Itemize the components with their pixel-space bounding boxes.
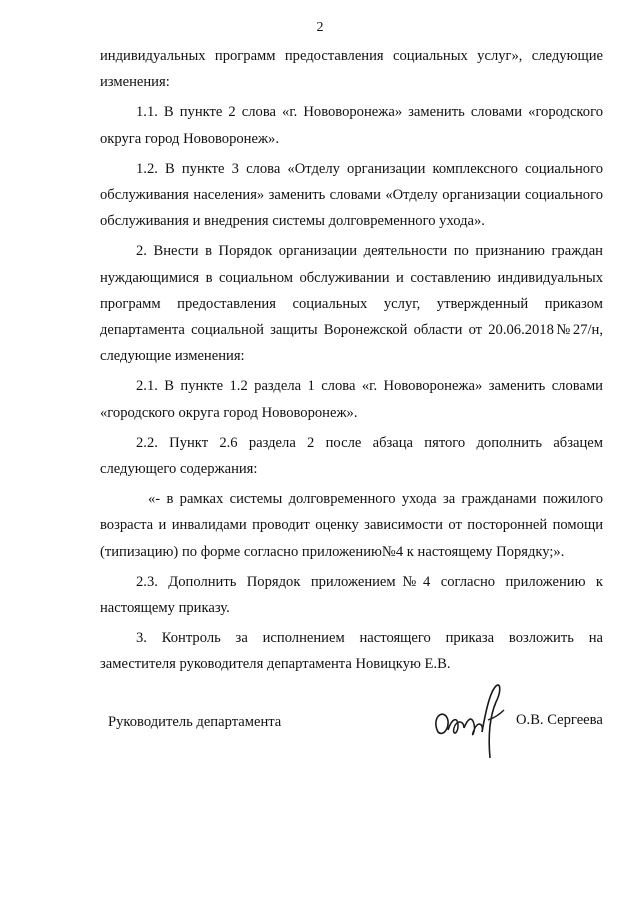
- document-body: [100, 43, 603, 680]
- handwritten-signature: [430, 680, 520, 760]
- paragraph-2-3: 2.3. Дополнить Порядок приложением№4 согласно приложению к настоящему приказу.: [100, 573, 603, 617]
- paragraph-quote: «- в рамках системы долговременного ухода за гражданами пожилого возраста и инвалидами проводит оценку зависимости от посторонней помощи (типизацию) по форме согласно приложению№4 к настоящему Порядку;».: [100, 491, 603, 560]
- paragraph-3: 3. Контроль за исполнением настоящего приказа возложить на заместителя руководителя департамента Новицкую Е.В.: [100, 630, 603, 673]
- signer-position: Руководитель департамента: [108, 714, 282, 730]
- signer-name: О.В. Сергеева: [516, 712, 603, 728]
- paragraph-1-2: 1.2. В пункте 3 слова «Отделу организации комплексного социального обслуживания населения» заменить словами «Отделу организации социального обслуживания и внедрения системы долговременного ухода».: [100, 160, 603, 230]
- page-number: 2: [316, 20, 324, 35]
- paragraph-2-2: 2.2. Пункт 2.6 раздела 2 после абзаца пятого дополнить абзацем следующего содержания:: [100, 434, 603, 478]
- paragraph-2: 2. Внести в Порядок организации деятельности по признанию граждан нуждающимися в социальном обслуживании и составлению индивидуальных программ предоставления социальных услуг, утвержденный приказом департамента социальной защиты Воронежской области от 20.06.2018№27/н, следующие изменения:: [100, 243, 603, 365]
- paragraph-1-1: 1.1. В пункте 2 слова «г. Нововоронежа» заменить словами «городского округа город Нововоронеж».: [100, 104, 603, 147]
- signature-block: [108, 700, 608, 790]
- paragraph-2-1: 2.1. В пункте 1.2 раздела 1 слова «г. Нововоронежа» заменить словами «городского округа город Нововоронеж».: [100, 378, 603, 421]
- paragraph-continuation: индивидуальных программ предоставления социальных услуг», следующие изменения:: [100, 48, 603, 91]
